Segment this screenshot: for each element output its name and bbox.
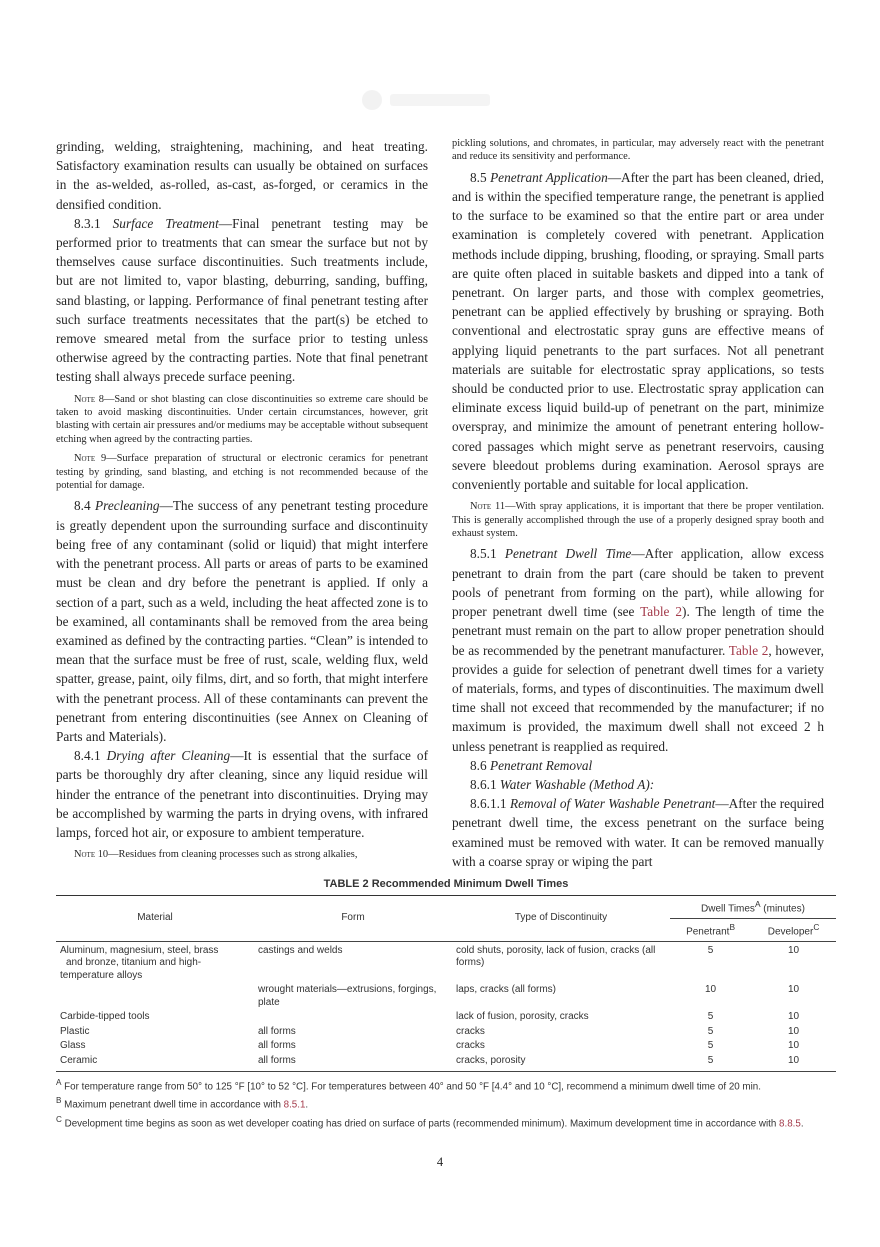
section-8-5-1-link[interactable]: 8.5.1 [283, 1099, 306, 1111]
header-developer: Developer$^C$ [751, 918, 836, 941]
paragraph-8-5: 8.5 Penetrant Application—After the part has been cleaned, dried, and is within the specified temperature range, the penetrant is applied to the surface to be examined so that the entire part or area under examination is completely covered with penetrant. Application methods include dipping, brushing, flooding, or spraying. Small parts are quite often placed in suitable baskets and dipped into a tank of penetrant. On larger parts, and those with complex geometries, penetrant can be applied effectively by brushing or spraying. Both conventional and electrostatic spray guns are effective means of applying liquid penetrants to the part surfaces. Not all penetrant materials are suitable for electrostatic spray applications, so tests should be conducted prior to use. Electrostatic spray application can eliminate excess liquid build-up of penetrant on the part, minimize overspray, and minimize the amount of penetrant entering hollow-cored passages which might serve as penetrant reservoirs, causing severe bleedout problems during examination. Aerosol sprays are conveniently portable and suitable for local application. [452, 169, 824, 493]
note-8: Note 8—Sand or shot blasting can close discontinuities so extreme care should be taken to avoid masking discontinuities. Under certain circumstances, however, grit blasting with certain air pressures and/or mediums may be acceptable without subsequent etching when agreed by the contracting parties. [56, 393, 428, 445]
header-dwell-times: Dwell Times$^A$ (minutes) [670, 896, 836, 919]
header-material: Material [56, 896, 254, 942]
table-row: Glass all forms cracks 5 10 [60, 1040, 800, 1052]
watermark-logo [360, 88, 500, 112]
note-9: Note 9—Surface preparation of structural or electronic ceramics for penetrant testing by grinding, sand blasting, and etching is not recommended because of the potential for damage. [56, 453, 428, 492]
paragraph-8-6-1-1: 8.6.1.1 Removal of Water Washable Penetrant—After the required penetrant dwell time, the excess penetrant on the surface being examined must be removed with water. It can be removed manually with a coarse spray or wiping the part [452, 796, 825, 869]
note-10-continued: pickling solutions, and chromates, in particular, may adversely react with the penetrant and reduce its sensitivity and performance. [452, 138, 824, 163]
heading-8-6: 8.6 Penetrant Removal [470, 757, 593, 773]
table-row: Plastic all forms cracks 5 10 [60, 1025, 800, 1037]
footnote-b: $^B$ Maximum penetrant dwell time in accordance with 8.5.1. [56, 1096, 309, 1111]
table-2-link[interactable]: Table 2 [640, 604, 683, 620]
table-row: Ceramic all forms cracks, porosity 5 10 [56, 1054, 836, 1072]
heading-8-6-1: 8.6.1 Water Washable (Method A): [470, 776, 655, 792]
table-row: Carbide-tipped tools lack of fusion, porosity, cracks 5 10 [60, 1011, 800, 1023]
left-column [56, 137, 428, 866]
table-2 [56, 878, 836, 1130]
note-11: Note 11—With spray applications, it is important that there be proper ventilation. This is generally accomplished through the use of a properly designed spray booth and exhaust system. [452, 501, 824, 540]
paragraph-prep-cont: grinding, welding, straightening, machining, and heat treating. Satisfactory examination results can usually be obtained on surfaces in the as-welded, as-rolled, as-cast, as-forged, or ceramics in the densified condition. [56, 139, 428, 212]
table-row: Aluminum, magnesium, steel, brass and bronze, titanium and high-temperature alloys castings and welds cold shuts, porosity, lack of fusion, cracks (all forms) 5 10 [60, 944, 800, 981]
section-8-8-5-link[interactable]: 8.8.5 [779, 1117, 801, 1129]
table-row: wrought materials—extrusions, forgings, plate laps, cracks (all forms) 10 10 [258, 984, 800, 1008]
paragraph-8-5-1: 8.5.1 Penetrant Dwell Time—After application, allow excess penetrant to drain from the part (care should be taken to prevent pools of penetrant from forming on the part), while allowing for proper penetrant dwell time (see Table 2). The length of time the penetrant must remain on the part to allow proper penetration should be as recommended by the penetrant manufacturer. Table 2, however, provides a guide for selection of penetrant dwell times for a variety of materials, forms, and types of discontinuities. The maximum dwell time shall not exceed that recommended by the manufacturer; if no maximum is provided, the maximum dwell shall not exceed 2 h unless penetrant is reapplied as required. [452, 546, 824, 754]
right-column [452, 137, 824, 871]
header-discontinuity: Type of Discontinuity [452, 896, 670, 942]
footnote-c: $^C$ Development time begins as soon as wet developer coating has dried on surface of parts (recommended minimum). Maximum development time in accordance with 8.8.5. [56, 1114, 804, 1129]
footnote-a: $^A$ For temperature range from 50° to 125 °F [10° to 52 °C]. For temperatures between 40° and 50 °F [4.4° and 10 °C], recommend a minimum dwell time of 20 min. [56, 1078, 761, 1093]
table-2-link[interactable]: Table 2 [728, 642, 769, 658]
dwell-times-table [56, 895, 836, 1072]
paragraph-8-4: 8.4 Precleaning—The success of any penetrant testing procedure is greatly dependent upon the surrounding surface and discontinuity being free of any contaminant (solid or liquid) that might interfere with the penetrant process. All parts or areas of parts to be examined must be clean and dry before the penetrant is applied. If only a section of a part, such as a weld, including the heat affected zone is to be examined, all contaminants shall be removed from the area being examined as defined by the contracting parties. “Clean” is intended to mean that the surface must be free of rust, scale, welding flux, weld spatter, grease, paint, oily films, dirt, and so forth, that might interfere with the penetrant process. All of these contaminants can prevent the penetrant from entering discontinuities (see Annex on Cleaning of Parts and Materials). [56, 498, 428, 744]
note-10: Note 10—Residues from cleaning processes such as strong alkalies, [74, 849, 358, 861]
header-form: Form [254, 896, 452, 942]
paragraph-8-3-1: 8.3.1 Surface Treatment—Final penetrant testing may be performed prior to treatments that can smear the surface but not by themselves cause surface discontinuities. Such treatments include, but are not limited to, vapor blasting, deburring, sanding, buffing, sand blasting, or lapping. Performance of final penetrant testing after such surface treatments necessitates that the part(s) be etched to remove smeared metal from the surface prior to testing unless otherwise agreed by the contracting parties. Note that final penetrant testing shall always precede surface peening. [56, 215, 428, 385]
page-number: 4 [436, 1155, 444, 1169]
paragraph-8-4-1: 8.4.1 Drying after Cleaning—It is essential that the surface of parts be thoroughly dry after cleaning, since any liquid residue will hinder the entrance of the penetrant into discontinuities. Drying may be accomplished by warming the parts in drying ovens, with infrared lamps, forced hot air, or exposure to ambient temperature. [56, 748, 428, 840]
table-title: TABLE 2 Recommended Minimum Dwell Times [323, 878, 569, 890]
header-penetrant: Penetrant$^B$ [670, 918, 751, 941]
